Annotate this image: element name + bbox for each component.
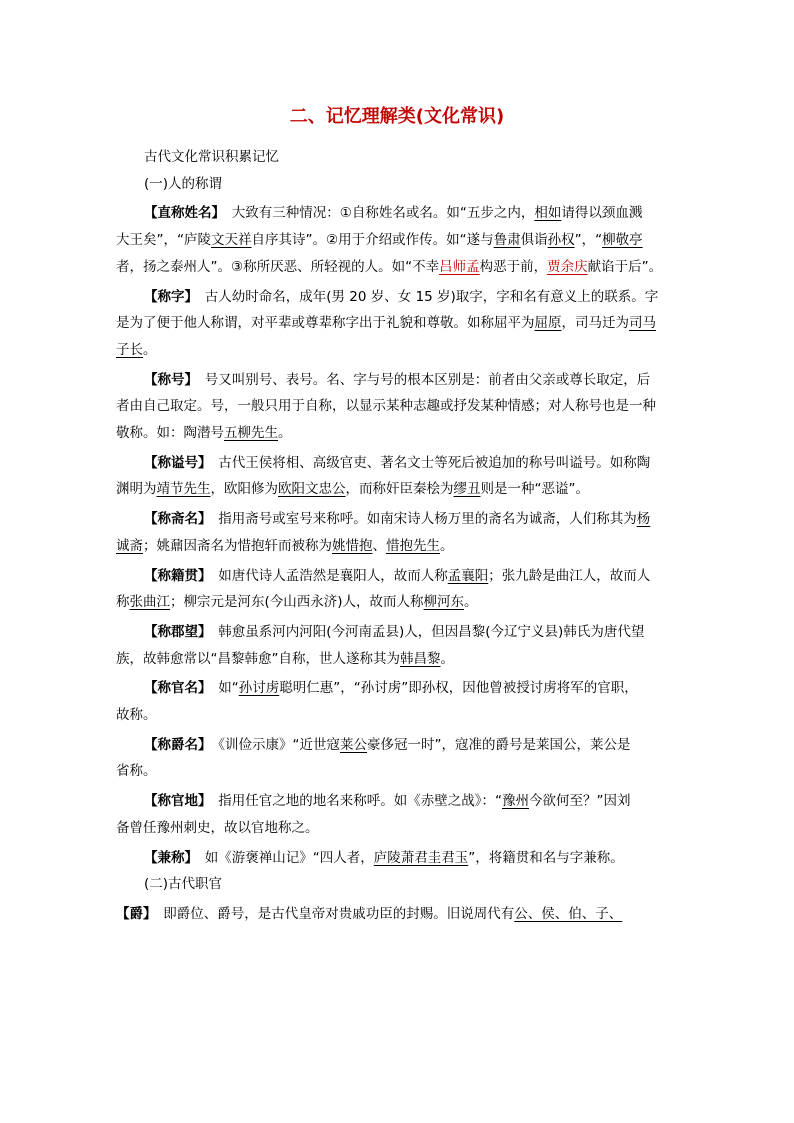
paragraph-noble-title: 【称爵名】 《训俭示康》“近世寇莱公豪侈冠一时”，寇准的爵号是莱国公，莱公是 省称。 [116,736,631,780]
page-title: 二、记忆理解类(文化常识) [289,106,505,127]
term-label: 【称号】 [144,371,192,388]
paragraph-nobility: 【爵】 即爵位、爵号，是古代皇帝对贵戚功臣的封赐。旧说周代有公、侯、伯、子、 [116,905,623,922]
term-label: 【称官名】 [144,680,205,697]
term-label: 【直称姓名】 [144,205,219,222]
term-label: 【称斋名】 [144,511,205,528]
term-label: 【称爵名】 [144,736,205,753]
paragraph-official-title: 【称官名】 如“孙讨虏聪明仁惠”，“孙讨虏”即孙权，因他曾被授讨虏将军的官职， 故称。 [116,680,638,724]
term-label: 【称谥号】 [144,454,205,471]
term-label: 【称郡望】 [144,623,205,640]
term-label: 【称官地】 [144,793,205,810]
term-label: 【爵】 [116,905,150,922]
paragraph-combined-name: 【兼称】 如《游褒禅山记》“四人者，庐陵萧君圭君玉”，将籍贯和名与字兼称。 [144,849,624,866]
document-body [116,144,682,928]
paragraph-courtesy-name: 【称字】 古人幼时命名，成年(男 20 岁、女 15 岁)取字，字和名有意义上的联系。字 是为了便于他人称谓，对平辈或尊辈称字出于礼貌和尊敬。如称屈平为屈原，司马迁为司马 子长。 [116,288,659,358]
paragraph-native-place: 【称籍贯】 如唐代诗人孟浩然是襄阳人，故而人称孟襄阳；张九龄是曲江人，故而人 称张曲江；柳宗元是河东(今山西永济)人，故而人称柳河东。 [116,567,651,611]
paragraph-studio-name: 【称斋名】 指用斋号或室号来称呼。如南宋诗人杨万里的斋名为诚斋，人们称其为杨 诚斋；姚鼐因斋名为惜抱轩而被称为姚惜抱、惜抱先生。 [116,511,651,554]
paragraph-posthumous-name: 【称谥号】 古代王侯将相、高级官吏、著名文士等死后被追加的称号叫谥号。如称陶 渊明为靖节先生，欧阳修为欧阳文忠公，而称奸臣秦桧为缪丑则是一种“恶谥”。 [116,454,651,498]
section-heading-titles: (一)人的称谓 [144,175,223,192]
section-heading-offices: (二)古代职官 [144,876,223,893]
intro-heading: 古代文化常识积累记忆 [144,149,279,165]
paragraph-clan-origin: 【称郡望】 韩愈虽系河内河阳(今河南孟县)人，但因昌黎(今辽宁义县)韩氏为唐代望 族，故韩愈常以“昌黎韩愈”自称，世人遂称其为韩昌黎。 [116,623,645,667]
term-label: 【称籍贯】 [144,567,205,584]
paragraph-pseudonym: 【称号】 号又叫别号、表号。名、字与号的根本区别是：前者由父亲或尊长取定，后 者由自己取定。号，一般只用于自称，以显示某种志趣或抒发某种情感；对人称号也是一种 敬称。如：陶潜号五柳先生。 [116,371,656,442]
term-label: 【兼称】 [144,849,192,866]
paragraph-office-place: 【称官地】 指用任官之地的地名来称呼。如《赤壁之战》：“豫州今欲何至？”因刘 备曾任豫州刺史，故以官地称之。 [116,793,631,836]
paragraph-direct-name: 【直称姓名】 大致有三种情况：①自称姓名或名。如“五步之内，相如请得以颈血溅 大王矣”，“庐陵文天祥自序其诗”。②用于介绍或作传。如“遂与鲁肃俱诣孙权”，“柳敬亭 者，扬之泰州人”。③称所厌恶、所轻视的人。如“不幸吕师孟构恶于前，贾余庆献谄于后”。 [116,205,663,275]
term-label: 【称字】 [144,288,192,305]
